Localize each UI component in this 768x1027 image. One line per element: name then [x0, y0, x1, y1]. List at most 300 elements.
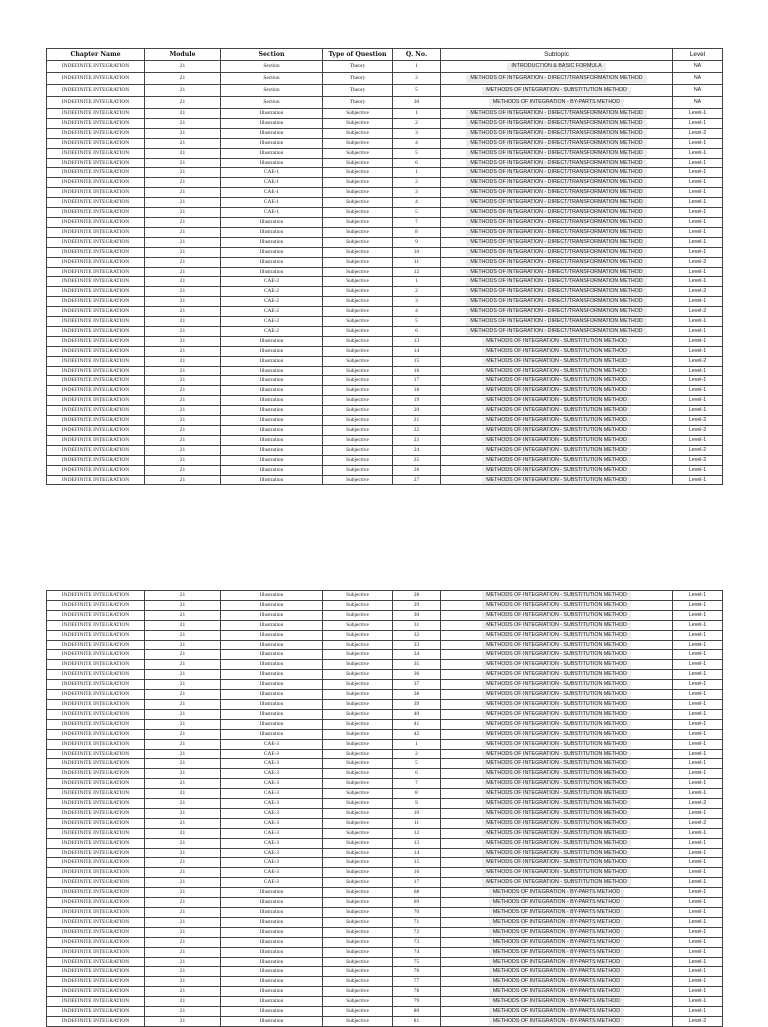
section-cell: Illustration [221, 917, 323, 927]
table-row [47, 828, 723, 838]
module-cell: 21 [145, 699, 221, 709]
chapter-name-cell: INDEFINITE INTEGRATION [47, 898, 145, 908]
section-cell: CAE-3 [221, 749, 323, 759]
subtopic-cell [441, 376, 673, 386]
level-cell: Level-1 [673, 769, 723, 779]
section-cell: Illustration [221, 376, 323, 386]
table-body [47, 61, 723, 485]
subtopic-cell [441, 386, 673, 396]
section-cell: Illustration [221, 690, 323, 700]
module-cell: 21 [145, 1007, 221, 1017]
subtopic-label: METHODS OF INTEGRATION - DIRECT/TRANSFORMATION METHOD [466, 140, 646, 148]
chapter-name-cell: INDEFINITE INTEGRATION [47, 937, 145, 947]
subtopic-cell [441, 445, 673, 455]
question-number-cell: 9 [393, 799, 441, 809]
question-number-cell: 17 [393, 878, 441, 888]
table-row [47, 217, 723, 227]
subtopic-label: METHODS OF INTEGRATION - BY-PARTS METHOD [489, 929, 624, 937]
table-row [47, 366, 723, 376]
chapter-name-cell: INDEFINITE INTEGRATION [47, 97, 145, 109]
question-number-cell: 32 [393, 630, 441, 640]
subtopic-label: METHODS OF INTEGRATION - SUBSTITUTION METHOD [482, 661, 631, 669]
level-cell: Level-1 [673, 749, 723, 759]
question-number-cell: 10 [393, 808, 441, 818]
question-number-cell: 21 [393, 416, 441, 426]
level-cell: Level-1 [673, 838, 723, 848]
subtopic-label: METHODS OF INTEGRATION - DIRECT/TRANSFORMATION METHOD [466, 199, 646, 207]
module-cell: 21 [145, 927, 221, 937]
header-type-of-question: Type of Question [323, 49, 393, 61]
chapter-name-cell: INDEFINITE INTEGRATION [47, 779, 145, 789]
chapter-name-cell: INDEFINITE INTEGRATION [47, 680, 145, 690]
table-row [47, 307, 723, 317]
section-cell: Illustration [221, 630, 323, 640]
header-subtopic: Subtopic [441, 49, 673, 61]
question-number-cell: 81 [393, 1016, 441, 1026]
table-row [47, 789, 723, 799]
level-cell: Level-1 [673, 267, 723, 277]
table-row [47, 640, 723, 650]
question-number-cell: 14 [393, 848, 441, 858]
question-number-cell: 22 [393, 426, 441, 436]
section-cell: CAE-3 [221, 759, 323, 769]
question-type-cell: Subjective [323, 118, 393, 128]
module-cell: 21 [145, 670, 221, 680]
question-type-cell: Subjective [323, 109, 393, 119]
subtopic-label: METHODS OF INTEGRATION - SUBSTITUTION METHOD [482, 800, 631, 808]
section-cell: Illustration [221, 128, 323, 138]
section-cell: CAE-2 [221, 287, 323, 297]
question-number-cell: 4 [393, 198, 441, 208]
chapter-name-cell: INDEFINITE INTEGRATION [47, 435, 145, 445]
question-type-cell: Subjective [323, 848, 393, 858]
chapter-name-cell: INDEFINITE INTEGRATION [47, 61, 145, 73]
level-cell: Level-1 [673, 917, 723, 927]
chapter-name-cell: INDEFINITE INTEGRATION [47, 445, 145, 455]
subtopic-cell [441, 336, 673, 346]
table-row [47, 445, 723, 455]
chapter-name-cell: INDEFINITE INTEGRATION [47, 247, 145, 257]
subtopic-cell [441, 630, 673, 640]
level-cell: Level-1 [673, 237, 723, 247]
module-cell: 21 [145, 650, 221, 660]
subtopic-label: METHODS OF INTEGRATION - SUBSTITUTION METHOD [482, 457, 631, 465]
module-cell: 21 [145, 808, 221, 818]
table-row [47, 168, 723, 178]
table-row [47, 455, 723, 465]
section-cell: CAE-2 [221, 326, 323, 336]
level-cell: Level-1 [673, 937, 723, 947]
section-cell: Illustration [221, 719, 323, 729]
chapter-name-cell: INDEFINITE INTEGRATION [47, 650, 145, 660]
table-row [47, 257, 723, 267]
question-type-cell: Subjective [323, 878, 393, 888]
chapter-name-cell: INDEFINITE INTEGRATION [47, 699, 145, 709]
subtopic-label: METHODS OF INTEGRATION - SUBSTITUTION METHOD [482, 467, 631, 475]
table-row [47, 1007, 723, 1017]
question-type-cell: Subjective [323, 947, 393, 957]
question-number-cell: 40 [393, 709, 441, 719]
module-cell: 21 [145, 888, 221, 898]
chapter-name-cell: INDEFINITE INTEGRATION [47, 630, 145, 640]
question-number-cell: 9 [393, 237, 441, 247]
subtopic-label: METHODS OF INTEGRATION - SUBSTITUTION METHOD [482, 602, 631, 610]
question-type-cell: Subjective [323, 217, 393, 227]
subtopic-cell [441, 217, 673, 227]
module-cell: 21 [145, 610, 221, 620]
question-type-cell: Subjective [323, 465, 393, 475]
level-cell: NA [673, 85, 723, 97]
module-cell: 21 [145, 917, 221, 927]
question-number-cell: 35 [393, 660, 441, 670]
chapter-name-cell: INDEFINITE INTEGRATION [47, 73, 145, 85]
question-type-cell: Subjective [323, 227, 393, 237]
chapter-name-cell: INDEFINITE INTEGRATION [47, 198, 145, 208]
question-number-cell: 11 [393, 818, 441, 828]
level-cell: Level-1 [673, 709, 723, 719]
subtopic-cell [441, 475, 673, 485]
section-cell: CAE-1 [221, 188, 323, 198]
question-type-cell: Subjective [323, 680, 393, 690]
module-cell: 21 [145, 416, 221, 426]
question-number-cell: 12 [393, 267, 441, 277]
question-type-cell: Theory [323, 97, 393, 109]
question-number-cell: 5 [393, 317, 441, 327]
table-row [47, 138, 723, 148]
section-cell: Illustration [221, 908, 323, 918]
subtopic-label: METHODS OF INTEGRATION - SUBSTITUTION METHOD [482, 859, 631, 867]
module-cell: 21 [145, 386, 221, 396]
section-cell: Illustration [221, 148, 323, 158]
level-cell: Level-1 [673, 660, 723, 670]
level-cell: Level-1 [673, 188, 723, 198]
level-cell: Level-1 [673, 148, 723, 158]
module-cell: 21 [145, 148, 221, 158]
level-cell: Level-2 [673, 356, 723, 366]
subtopic-label: METHODS OF INTEGRATION - SUBSTITUTION METHOD [482, 840, 631, 848]
table-row [47, 937, 723, 947]
table-row [47, 719, 723, 729]
level-cell: Level-1 [673, 789, 723, 799]
subtopic-cell [441, 789, 673, 799]
chapter-name-cell: INDEFINITE INTEGRATION [47, 610, 145, 620]
question-type-cell: Subjective [323, 356, 393, 366]
table-row [47, 386, 723, 396]
question-type-cell: Subjective [323, 297, 393, 307]
chapter-name-cell: INDEFINITE INTEGRATION [47, 356, 145, 366]
chapter-name-cell: INDEFINITE INTEGRATION [47, 168, 145, 178]
level-cell: Level-1 [673, 317, 723, 327]
question-type-cell: Subjective [323, 779, 393, 789]
question-type-cell: Subjective [323, 789, 393, 799]
table-row [47, 709, 723, 719]
chapter-name-cell: INDEFINITE INTEGRATION [47, 838, 145, 848]
question-number-cell: 68 [393, 888, 441, 898]
section-cell: CAE-3 [221, 838, 323, 848]
table-body [47, 591, 723, 1027]
subtopic-label: METHODS OF INTEGRATION - BY-PARTS METHOD [489, 889, 624, 897]
chapter-name-cell: INDEFINITE INTEGRATION [47, 591, 145, 601]
chapter-name-cell: INDEFINITE INTEGRATION [47, 759, 145, 769]
subtopic-label: METHODS OF INTEGRATION - SUBSTITUTION METHOD [482, 721, 631, 729]
module-cell: 21 [145, 297, 221, 307]
section-cell: Illustration [221, 709, 323, 719]
question-number-cell: 4 [393, 307, 441, 317]
table-row [47, 749, 723, 759]
level-cell: Level-1 [673, 198, 723, 208]
level-cell: Level-1 [673, 366, 723, 376]
table-row [47, 287, 723, 297]
table-row [47, 858, 723, 868]
chapter-name-cell: INDEFINITE INTEGRATION [47, 967, 145, 977]
chapter-name-cell: INDEFINITE INTEGRATION [47, 818, 145, 828]
level-cell: Level-1 [673, 967, 723, 977]
chapter-name-cell: INDEFINITE INTEGRATION [47, 690, 145, 700]
subtopic-label: METHODS OF INTEGRATION - DIRECT/TRANSFORMATION METHOD [466, 219, 646, 227]
module-cell: 21 [145, 317, 221, 327]
subtopic-label: METHODS OF INTEGRATION - SUBSTITUTION METHOD [482, 407, 631, 415]
question-type-cell: Subjective [323, 769, 393, 779]
module-cell: 21 [145, 435, 221, 445]
section-cell: CAE-2 [221, 307, 323, 317]
question-number-cell: 20 [393, 406, 441, 416]
question-number-cell: 26 [393, 465, 441, 475]
header-section: Section [221, 49, 323, 61]
subtopic-cell [441, 908, 673, 918]
question-type-cell: Subjective [323, 888, 393, 898]
level-cell: Level-1 [673, 898, 723, 908]
subtopic-cell [441, 455, 673, 465]
question-type-cell: Subjective [323, 366, 393, 376]
section-cell: Illustration [221, 957, 323, 967]
subtopic-cell [441, 749, 673, 759]
subtopic-cell [441, 85, 673, 97]
section-cell: Illustration [221, 660, 323, 670]
section-cell: CAE-3 [221, 808, 323, 818]
table-row [47, 997, 723, 1007]
chapter-name-cell: INDEFINITE INTEGRATION [47, 138, 145, 148]
question-number-cell: 6 [393, 326, 441, 336]
question-type-cell: Subjective [323, 987, 393, 997]
table-row [47, 396, 723, 406]
question-number-cell: 30 [393, 610, 441, 620]
question-type-cell: Subjective [323, 1016, 393, 1026]
question-type-cell: Subjective [323, 620, 393, 630]
module-cell: 21 [145, 267, 221, 277]
module-cell: 21 [145, 85, 221, 97]
chapter-name-cell: INDEFINITE INTEGRATION [47, 455, 145, 465]
table-row [47, 600, 723, 610]
table-row [47, 97, 723, 109]
module-cell: 21 [145, 376, 221, 386]
question-type-cell: Subjective [323, 445, 393, 455]
question-type-cell: Subjective [323, 997, 393, 1007]
question-type-cell: Subjective [323, 1007, 393, 1017]
question-number-cell: 5 [393, 208, 441, 218]
section-cell: Illustration [221, 1007, 323, 1017]
table-row [47, 917, 723, 927]
module-cell: 21 [145, 188, 221, 198]
subtopic-cell [441, 435, 673, 445]
table-row [47, 967, 723, 977]
question-number-cell: 2 [393, 287, 441, 297]
module-cell: 21 [145, 660, 221, 670]
subtopic-label: METHODS OF INTEGRATION - SUBSTITUTION METHOD [482, 612, 631, 620]
question-number-cell: 2 [393, 73, 441, 85]
chapter-name-cell: INDEFINITE INTEGRATION [47, 366, 145, 376]
question-number-cell: 2 [393, 749, 441, 759]
table-row [47, 739, 723, 749]
module-cell: 21 [145, 640, 221, 650]
module-cell: 21 [145, 307, 221, 317]
question-number-cell: 33 [393, 640, 441, 650]
module-cell: 21 [145, 455, 221, 465]
subtopic-cell [441, 465, 673, 475]
subtopic-label: METHODS OF INTEGRATION - SUBSTITUTION METHOD [482, 592, 631, 600]
header-module: Module [145, 49, 221, 61]
subtopic-cell [441, 591, 673, 601]
subtopic-cell [441, 997, 673, 1007]
subtopic-cell [441, 168, 673, 178]
section-cell: Illustration [221, 947, 323, 957]
question-type-cell: Theory [323, 61, 393, 73]
module-cell: 21 [145, 868, 221, 878]
subtopic-label: METHODS OF INTEGRATION - DIRECT/TRANSFORMATION METHOD [466, 169, 646, 177]
question-number-cell: 31 [393, 620, 441, 630]
question-type-cell: Subjective [323, 188, 393, 198]
question-type-cell: Subjective [323, 927, 393, 937]
subtopic-label: METHODS OF INTEGRATION - SUBSTITUTION METHOD [482, 397, 631, 405]
question-number-cell: 18 [393, 386, 441, 396]
level-cell: Level-1 [673, 336, 723, 346]
question-type-cell: Subjective [323, 396, 393, 406]
subtopic-label: METHODS OF INTEGRATION - SUBSTITUTION METHOD [482, 87, 631, 95]
question-type-cell: Subjective [323, 138, 393, 148]
section-cell: Illustration [221, 366, 323, 376]
subtopic-label: METHODS OF INTEGRATION - SUBSTITUTION METHOD [482, 790, 631, 798]
section-cell: Illustration [221, 237, 323, 247]
subtopic-label: METHODS OF INTEGRATION - DIRECT/TRANSFORMATION METHOD [466, 150, 646, 158]
question-type-cell: Subjective [323, 749, 393, 759]
subtopic-cell [441, 660, 673, 670]
module-cell: 21 [145, 1016, 221, 1026]
question-number-cell: 19 [393, 396, 441, 406]
level-cell: Level-1 [673, 168, 723, 178]
subtopic-label: METHODS OF INTEGRATION - SUBSTITUTION METHOD [482, 437, 631, 445]
subtopic-cell [441, 158, 673, 168]
section-cell: Illustration [221, 927, 323, 937]
question-type-cell: Subjective [323, 699, 393, 709]
question-number-cell: 5 [393, 759, 441, 769]
table-row [47, 610, 723, 620]
section-cell: Illustration [221, 997, 323, 1007]
question-number-cell: 13 [393, 838, 441, 848]
section-cell: Illustration [221, 1016, 323, 1026]
question-type-cell: Subjective [323, 336, 393, 346]
question-number-cell: 73 [393, 937, 441, 947]
module-cell: 21 [145, 977, 221, 987]
section-cell: Illustration [221, 227, 323, 237]
table-row [47, 630, 723, 640]
subtopic-label: METHODS OF INTEGRATION - DIRECT/TRANSFORMATION METHOD [466, 75, 646, 83]
chapter-name-cell: INDEFINITE INTEGRATION [47, 739, 145, 749]
question-number-cell: 4 [393, 138, 441, 148]
level-cell: Level-1 [673, 947, 723, 957]
module-cell: 21 [145, 227, 221, 237]
section-cell: CAE-1 [221, 198, 323, 208]
section-cell: Illustration [221, 406, 323, 416]
subtopic-label: METHODS OF INTEGRATION - SUBSTITUTION METHOD [482, 681, 631, 689]
question-type-cell: Subjective [323, 257, 393, 267]
question-type-cell: Subjective [323, 600, 393, 610]
subtopic-cell [441, 680, 673, 690]
table-row [47, 317, 723, 327]
chapter-name-cell: INDEFINITE INTEGRATION [47, 1007, 145, 1017]
section-cell: Illustration [221, 650, 323, 660]
subtopic-label: METHODS OF INTEGRATION - SUBSTITUTION METHOD [482, 741, 631, 749]
level-cell: Level-1 [673, 670, 723, 680]
level-cell: Level-1 [673, 640, 723, 650]
question-type-cell: Subjective [323, 168, 393, 178]
subtopic-label: METHODS OF INTEGRATION - BY-PARTS METHOD [489, 909, 624, 917]
question-type-cell: Subjective [323, 158, 393, 168]
subtopic-label: METHODS OF INTEGRATION - BY-PARTS METHOD [489, 988, 624, 996]
table-row [47, 227, 723, 237]
module-cell: 21 [145, 396, 221, 406]
section-cell: CAE-2 [221, 317, 323, 327]
table-row [47, 799, 723, 809]
chapter-name-cell: INDEFINITE INTEGRATION [47, 317, 145, 327]
question-type-cell: Subjective [323, 346, 393, 356]
section-cell: Illustration [221, 937, 323, 947]
chapter-name-cell: INDEFINITE INTEGRATION [47, 957, 145, 967]
question-number-cell: 5 [393, 148, 441, 158]
level-cell: Level-1 [673, 158, 723, 168]
question-type-cell: Subjective [323, 591, 393, 601]
table-row [47, 475, 723, 485]
question-number-cell: 79 [393, 997, 441, 1007]
chapter-name-cell: INDEFINITE INTEGRATION [47, 85, 145, 97]
subtopic-cell [441, 118, 673, 128]
section-cell: Illustration [221, 118, 323, 128]
subtopic-label: METHODS OF INTEGRATION - SUBSTITUTION METHOD [482, 869, 631, 877]
module-cell: 21 [145, 709, 221, 719]
section-cell: Section [221, 97, 323, 109]
subtopic-cell [441, 277, 673, 287]
level-cell: Level-1 [673, 878, 723, 888]
module-cell: 21 [145, 73, 221, 85]
section-cell: CAE-3 [221, 868, 323, 878]
subtopic-label: METHODS OF INTEGRATION - BY-PARTS METHOD [489, 959, 624, 967]
module-cell: 21 [145, 620, 221, 630]
chapter-name-cell: INDEFINITE INTEGRATION [47, 227, 145, 237]
level-cell: Level-1 [673, 600, 723, 610]
level-cell: Level-1 [673, 277, 723, 287]
module-cell: 21 [145, 168, 221, 178]
section-cell: CAE-3 [221, 818, 323, 828]
table-row [47, 158, 723, 168]
chapter-name-cell: INDEFINITE INTEGRATION [47, 749, 145, 759]
question-number-cell: 2 [393, 178, 441, 188]
subtopic-label: METHODS OF INTEGRATION - SUBSTITUTION METHOD [482, 417, 631, 425]
table-row [47, 947, 723, 957]
level-cell: Level-1 [673, 699, 723, 709]
section-cell: CAE-2 [221, 297, 323, 307]
chapter-name-cell: INDEFINITE INTEGRATION [47, 426, 145, 436]
module-cell: 21 [145, 118, 221, 128]
table-row [47, 808, 723, 818]
question-number-cell: 12 [393, 828, 441, 838]
